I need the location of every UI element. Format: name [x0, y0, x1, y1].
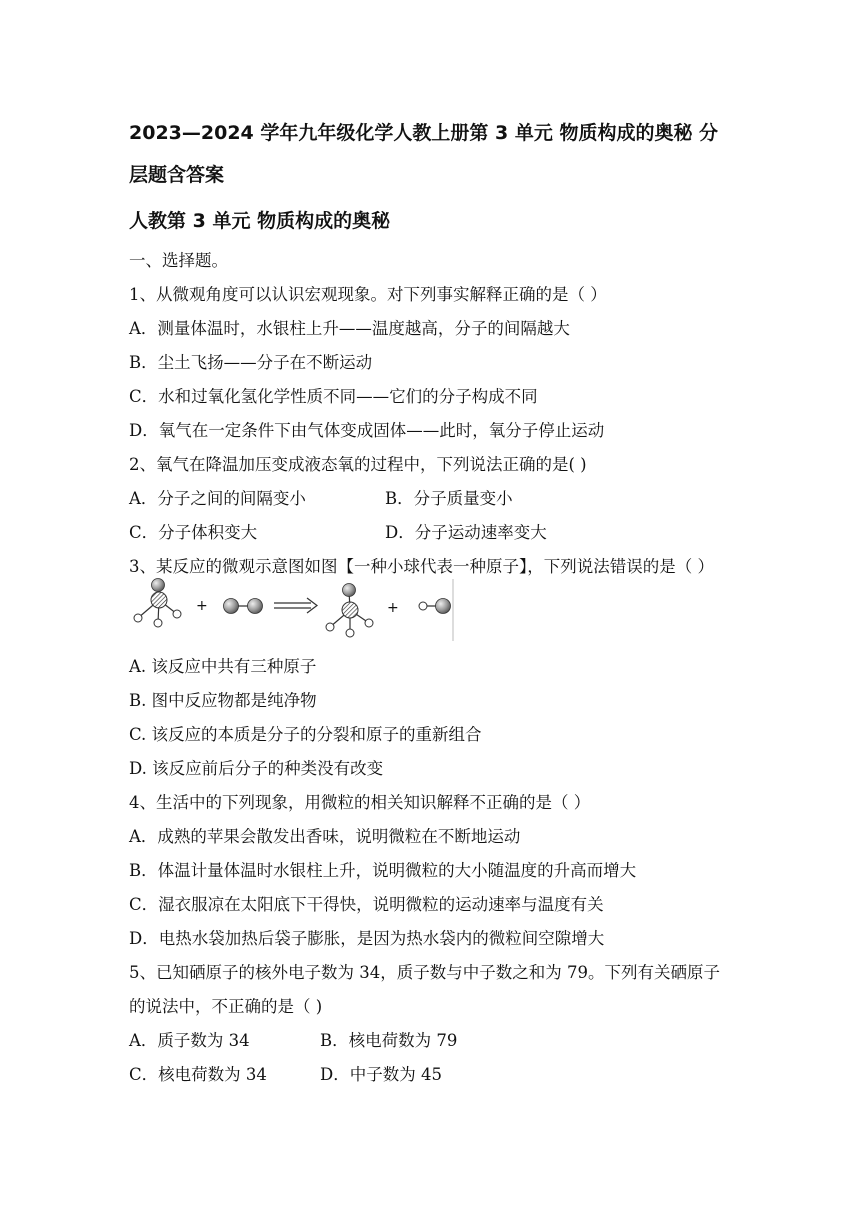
q4-stem: 4、生活中的下列现象，用微粒的相关知识解释不正确的是（ ）	[129, 793, 591, 812]
reactant-molecule-1	[134, 579, 181, 628]
q5-option-c: C．核电荷数为 34	[129, 1065, 267, 1084]
q5-option-d: D．中子数为 45	[320, 1065, 442, 1084]
q2-option-b: B．分子质量变小	[385, 489, 513, 508]
product-molecule-2	[419, 599, 451, 614]
q3-option-c: C. 该反应的本质是分子的分裂和原子的重新组合	[129, 725, 482, 744]
reaction-diagram	[125, 577, 470, 641]
q1-option-d: D．氧气在一定条件下由气体变成固体——此时，氧分子停止运动	[129, 421, 605, 440]
plus-sign-2: +	[387, 600, 399, 616]
q5-option-a: A．质子数为 34	[129, 1031, 250, 1050]
document-subtitle: 人教第 3 单元 物质构成的奥秘	[129, 210, 391, 232]
q1-stem: 1、从微观角度可以认识宏观现象。对下列事实解释正确的是（ ）	[129, 285, 607, 304]
document-title-line-1: 2023—2024 学年九年级化学人教上册第 3 单元 物质构成的奥秘 分	[129, 122, 719, 144]
q4-option-a: A．成熟的苹果会散发出香味，说明微粒在不断地运动	[129, 827, 521, 846]
q4-option-c: C．湿衣服凉在太阳底下干得快，说明微粒的运动速率与温度有关	[129, 895, 604, 914]
q2-stem: 2、氧气在降温加压变成液态氧的过程中，下列说法正确的是( )	[129, 455, 587, 474]
q3-option-b: B. 图中反应物都是纯净物	[129, 691, 317, 710]
q1-option-a: A．测量体温时，水银柱上升——温度越高，分子的间隔越大	[129, 319, 570, 338]
document-title-line-2: 层题含答案	[129, 164, 225, 186]
plus-sign-1: +	[196, 598, 208, 614]
reactant-molecule-2	[224, 599, 263, 614]
q5-stem-line-2: 的说法中，不正确的是（ )	[129, 997, 323, 1016]
q3-option-a: A. 该反应中共有三种原子	[129, 657, 317, 676]
q2-option-d: D．分子运动速率变大	[385, 523, 547, 542]
q3-stem: 3、某反应的微观示意图如图【一种小球代表一种原子】，下列说法错误的是（ ）	[129, 557, 714, 576]
q3-option-d: D. 该反应前后分子的种类没有改变	[129, 759, 384, 778]
q2-option-a: A．分子之间的间隔变小	[129, 489, 306, 508]
q5-stem-line-1: 5、已知硒原子的核外电子数为 34，质子数与中子数之和为 79。下列有关硒原子	[129, 963, 720, 982]
reaction-arrow	[274, 598, 317, 613]
section-heading: 一、选择题。	[129, 251, 228, 270]
q4-option-b: B．体温计量体温时水银柱上升，说明微粒的大小随温度的升高而增大	[129, 861, 637, 880]
q2-option-c: C．分子体积变大	[129, 523, 258, 542]
q1-option-b: B．尘土飞扬——分子在不断运动	[129, 353, 373, 372]
product-molecule-1	[326, 584, 373, 638]
q1-option-c: C．水和过氧化氢化学性质不同——它们的分子构成不同	[129, 387, 538, 406]
q4-option-d: D．电热水袋加热后袋子膨胀，是因为热水袋内的微粒间空隙增大	[129, 929, 605, 948]
q5-option-b: B．核电荷数为 79	[320, 1031, 458, 1050]
